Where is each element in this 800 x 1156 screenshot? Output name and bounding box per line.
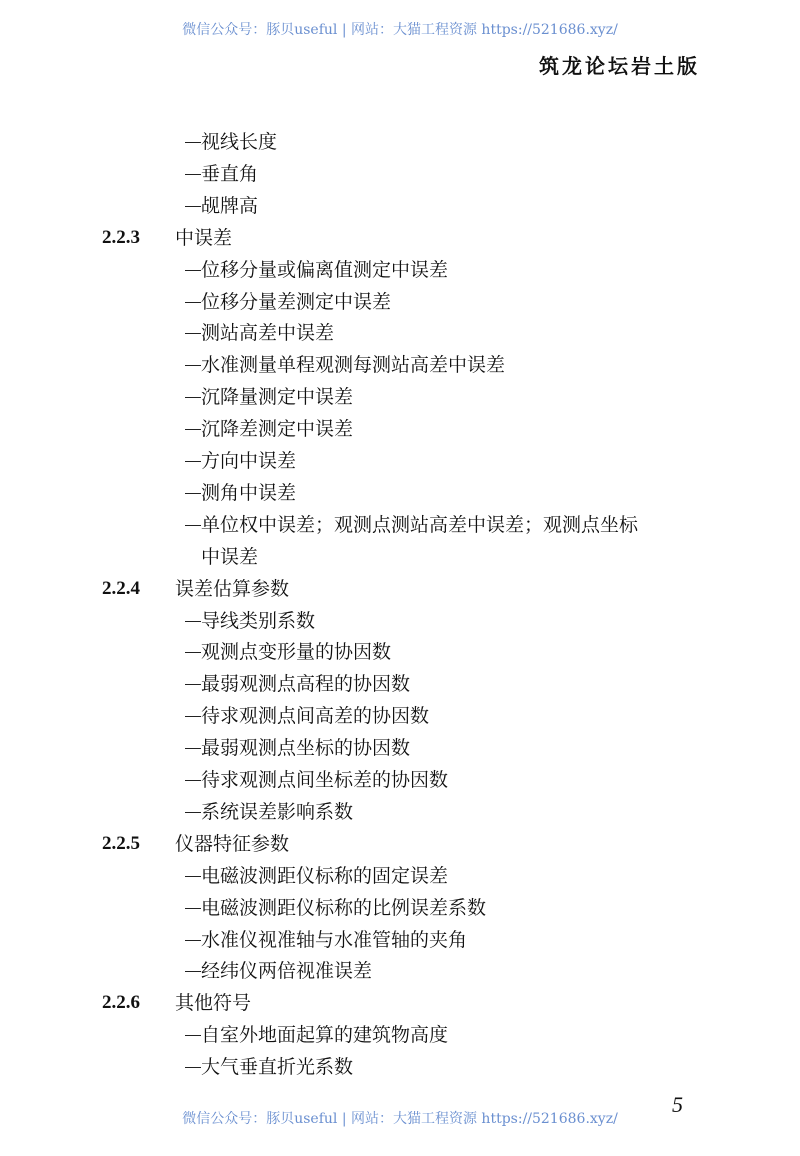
definition-text: 经纬仪两倍视准误差 [201, 960, 373, 983]
dash-separator [185, 174, 201, 175]
dash-separator [185, 493, 201, 494]
definition-text: 测站高差中误差 [201, 322, 335, 345]
page-number: 5 [672, 1092, 683, 1117]
section-title: 误差估算参数 [175, 577, 290, 600]
dash-separator [185, 684, 201, 685]
dash-separator [185, 716, 201, 717]
section-title: 仪器特征参数 [175, 832, 290, 855]
definition-text: 测角中误差 [201, 481, 297, 504]
definition-text: 大气垂直折光系数 [201, 1056, 354, 1079]
dash-separator [185, 971, 201, 972]
brand-header: 筑龙论坛岩土版 [539, 54, 700, 78]
dash-separator [185, 397, 201, 398]
definition-text: 导线类别系数 [201, 609, 316, 632]
dash-separator [185, 908, 201, 909]
dash-separator [185, 461, 201, 462]
definition-text: 沉降量测定中误差 [201, 386, 354, 409]
dash-separator [185, 812, 201, 813]
dash-separator [185, 1067, 201, 1068]
definition-text: 自室外地面起算的建筑物高度 [201, 1024, 449, 1047]
section-number: 2.2.5 [102, 832, 140, 854]
watermark-bottom: 微信公众号：豚贝useful | 网站：大猫工程资源 https://521686.xyz/ [182, 1111, 618, 1127]
dash-separator [185, 206, 201, 207]
definition-text: 最弱观测点高程的协因数 [201, 673, 411, 696]
section-title: 其他符号 [175, 992, 252, 1015]
dash-separator [185, 780, 201, 781]
definition-text: 电磁波测距仪标称的固定误差 [201, 864, 449, 887]
dash-separator [185, 365, 201, 366]
dash-separator [185, 429, 201, 430]
section-number: 2.2.3 [102, 226, 140, 248]
definition-text: 中误差 [201, 545, 259, 568]
section-number: 2.2.4 [102, 577, 140, 599]
dash-separator [185, 876, 201, 877]
dash-separator [185, 142, 201, 143]
dash-separator [185, 270, 201, 271]
definition-text: 观测点变形量的协因数 [201, 641, 392, 664]
definition-text: 方向中误差 [201, 450, 297, 472]
definition-text: 最弱观测点坐标的协因数 [201, 737, 411, 760]
dash-separator [185, 748, 201, 749]
dash-separator [185, 525, 201, 526]
definition-text: 待求观测点间坐标差的协因数 [201, 769, 449, 791]
watermark-top: 微信公众号：豚贝useful | 网站：大猫工程资源 https://521686.xyz/ [182, 22, 618, 38]
definition-text: 水准测量单程观测每测站高差中误差 [201, 354, 506, 377]
dash-separator [185, 940, 201, 941]
definition-text: 系统误差影响系数 [201, 800, 354, 823]
dash-separator [185, 302, 201, 303]
dash-separator [185, 652, 201, 653]
definition-text: 单位权中误差；观测点测站高差中误差；观测点坐标 [201, 513, 639, 536]
dash-separator [185, 333, 201, 334]
definition-text: 垂直角 [201, 162, 259, 185]
section-number: 2.2.6 [102, 992, 140, 1014]
dash-separator [185, 621, 201, 622]
dash-separator [185, 1035, 201, 1036]
definition-text: 沉降差测定中误差 [201, 418, 354, 441]
definition-text: 位移分量或偏离值测定中误差 [201, 258, 449, 281]
definition-text: 位移分量差测定中误差 [201, 290, 392, 313]
definition-text: 水准仪视准轴与水准管轴的夹角 [201, 928, 468, 951]
definition-text: 觇牌高 [201, 194, 259, 217]
definition-text: 待求观测点间高差的协因数 [201, 705, 430, 728]
definition-text: 电磁波测距仪标称的比例误差系数 [201, 896, 487, 919]
section-title: 中误差 [175, 226, 233, 249]
definition-text: 视线长度 [201, 131, 278, 153]
